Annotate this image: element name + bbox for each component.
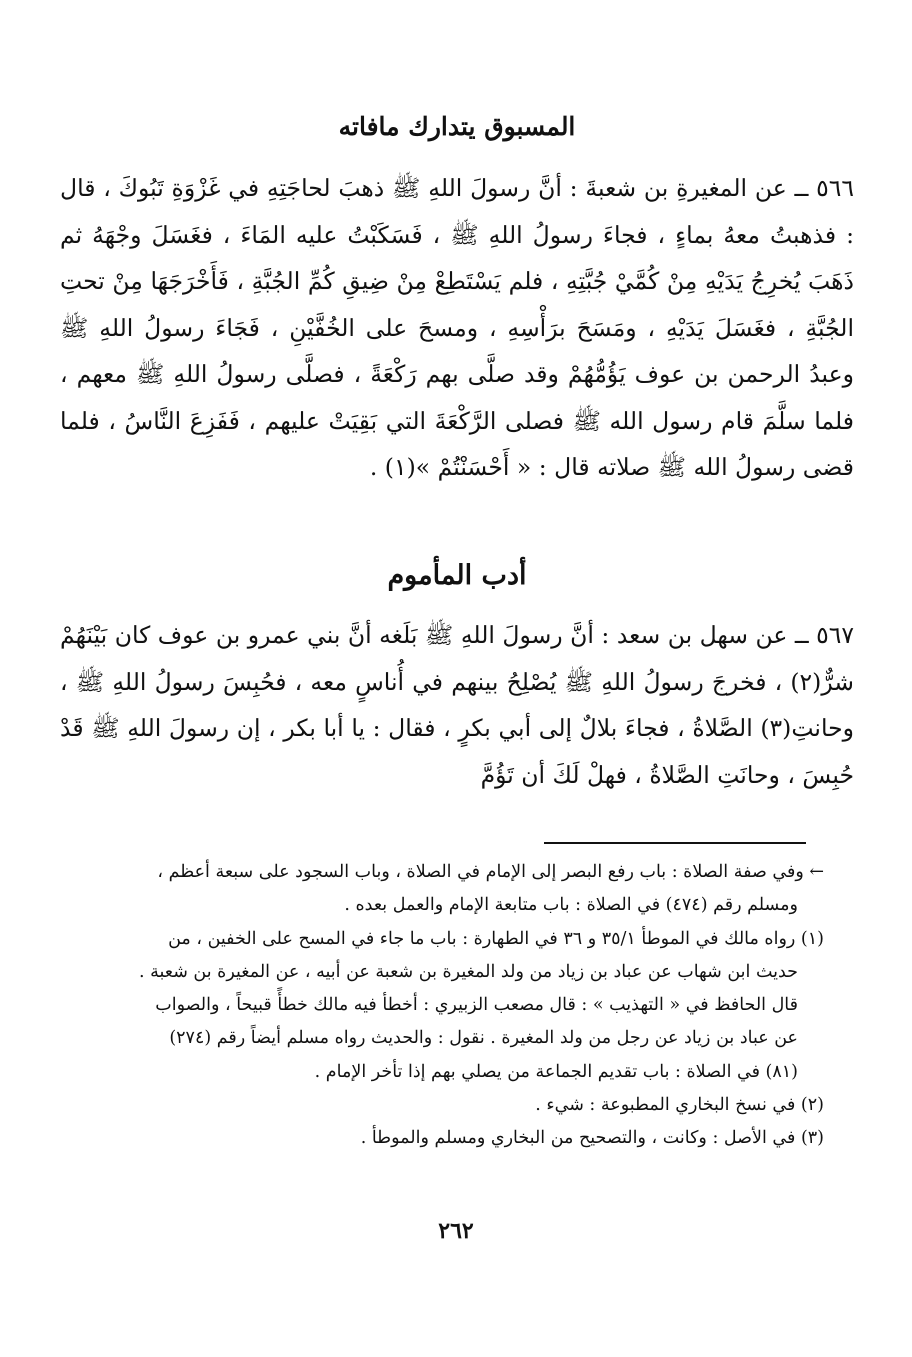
footnote-line: ومسلم رقم (٤٧٤) في الصلاة : باب متابعة الإمام والعمل بعده . <box>344 895 798 916</box>
hadith-567: ٥٦٧ ــ عن سهل بن سعد : أنَّ رسولَ اللهِ ﷺ بَلَغه أنَّ بني عمرو بن عوف كان بَيْنَهُمْ شرٌّ(٢) ، فخرجَ رسولُ اللهِ ﷺ يُصْلِحُ بينهم في أُناسٍ معه ، فحُبِسَ رسولُ اللهِ ﷺ ، وحانتِ(٣) الصَّلاةُ ، فجاءَ بلالٌ إلى أبي بكرٍ ، فقال : يا أبا بكر ، إن رسولَ اللهِ ﷺ قَدْ حُبِسَ ، وحانَتِ الصَّلاةُ ، فهلْ لَكَ أن تَؤُمَّ <box>60 621 854 789</box>
page-number: ٢٦٢ <box>438 1218 474 1244</box>
footnotes <box>60 856 824 1156</box>
section-heading-adab-mamum: أدب المأموم <box>387 560 527 591</box>
footnote-line: (٢) في نسخ البخاري المطبوعة : شيء . <box>535 1095 824 1116</box>
footnote-line: (٨١) في الصلاة : باب تقديم الجماعة من يصلي بهم إذا تأخر الإمام . <box>314 1061 798 1082</box>
footnote-line: عن عباد بن زياد عن رجل من ولد المغيرة . نقول : والحديث رواه مسلم أيضاً رقم (٢٧٤) <box>169 1028 798 1049</box>
section-heading-masbuq: المسبوق يتدارك مافاته <box>338 112 576 141</box>
hadith-566: ٥٦٦ ــ عن المغيرةِ بن شعبةَ : أنَّ رسولَ اللهِ ﷺ ذهبَ لحاجَتِهِ في غَزْوَةِ تَبُوكَ ، قال : فذهبتُ معهُ بماءٍ ، فجاءَ رسولُ اللهِ ﷺ ، فَسَكَبْتُ عليه المَاءَ ، فغَسَلَ وجْهَهُ ثم ذَهَبَ يُخرِجُ يَدَيْهِ مِنْ كُمَّيْ جُبَّتِهِ ، فلم يَسْتَطِعْ مِنْ ضِيقِ كُمِّ الجُبَّةِ ، فَأَخْرَجَهَا مِنْ تحتِ الجُبَّةِ ، فغَسَلَ يَدَيْهِ ، ومَسَحَ برَأْسِهِ ، ومسحَ على الخُفَّيْنِ ، فَجَاءَ رسولُ اللهِ ﷺ وعبدُ الرحمن بن عوف يَؤُمُّهُمْ وقد صلَّى بهم رَكْعَةً ، فصلَّى رسولُ اللهِ ﷺ معهم ، فلما سلَّمَ قام رسول الله ﷺ فصلى الرَّكْعَةَ التي بَقِيَتْ عليهم ، فَفَزِعَ النَّاسُ ، فلما قضى رسولُ الله ﷺ صلاته قال : « أَحْسَنْتُمْ »(١) . <box>60 174 855 481</box>
footnote-line: حديث ابن شهاب عن عباد بن زياد من ولد المغيرة بن شعبة عن أبيه ، عن المغيرة بن شعبة . <box>138 961 798 982</box>
footnote-separator <box>544 842 806 844</box>
footnote-line: قال الحافظ في « التهذيب » : قال مصعب الزبيري : أخطأ فيه مالك خطأً قبيحاً ، والصواب <box>155 995 798 1016</box>
footnote-line: (٣) في الأصل : وكانت ، والتصحيح من البخاري ومسلم والموطأ . <box>360 1128 824 1149</box>
footnote-line: (١) رواه مالك في الموطأ ٣٥/١ و ٣٦ في الطهارة : باب ما جاء في المسح على الخفين ، من <box>168 928 824 949</box>
footnote-line: ← وفي صفة الصلاة : باب رفع البصر إلى الإمام في الصلاة ، وباب السجود على سبعة أعظم ، <box>157 862 824 882</box>
